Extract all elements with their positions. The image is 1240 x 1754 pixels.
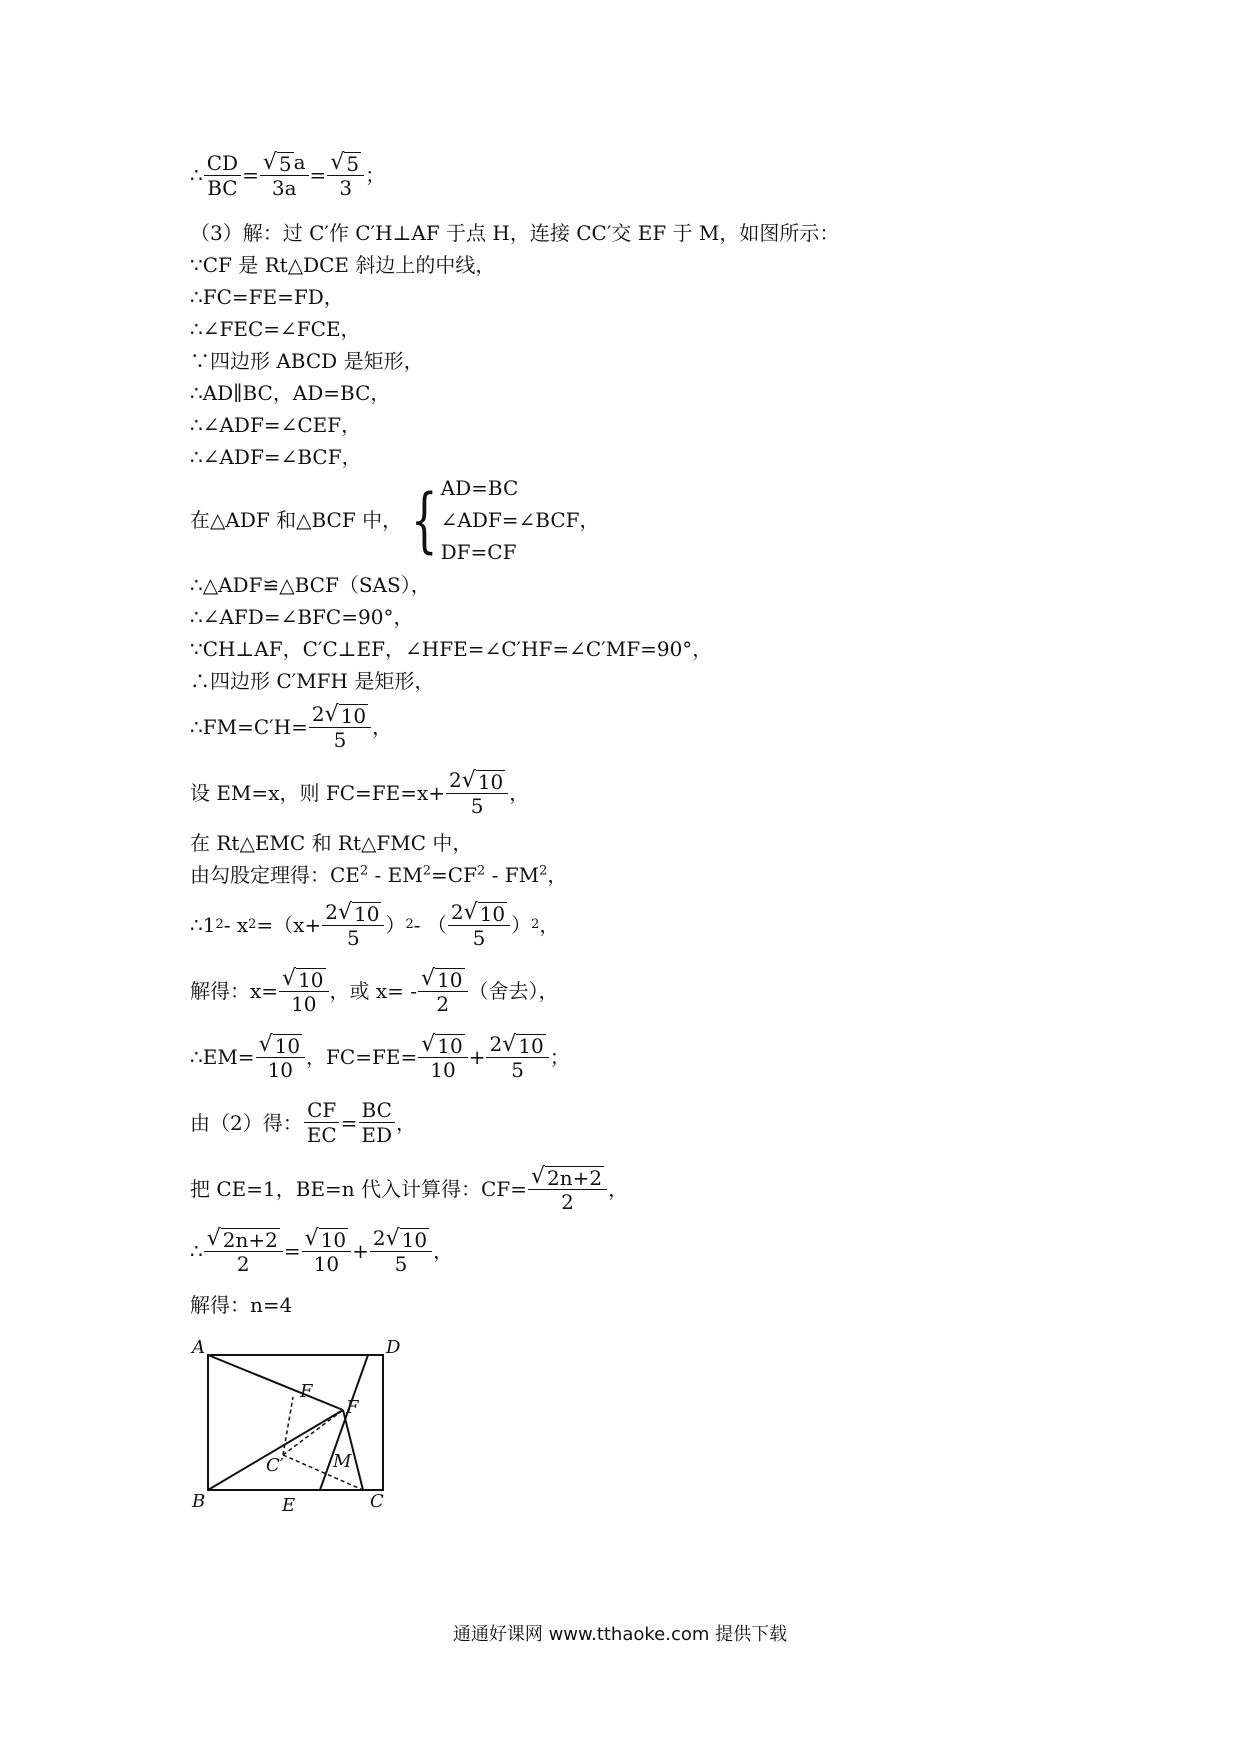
rectangle-abcd <box>208 1355 383 1490</box>
text-line: ∴∠FEC=∠FCE， <box>190 317 361 341</box>
left-brace-icon: { <box>411 479 438 561</box>
line-ratio-result: ∴ $\frac{CD}{BC}$ = √ 5 a 3a = √ 5 3 ； <box>190 150 386 200</box>
text-line: ∴∠ADF=∠BCF， <box>190 445 362 469</box>
point-label-e: E <box>282 1495 296 1515</box>
line-set-em: 设 EM=x，则 FC=FE=x+ 2 √ 10 5 ， <box>190 768 530 818</box>
text-line: ∴∠ADF=∠CEF， <box>190 413 362 437</box>
em-value-line: ∴EM= √ 10 10 ，FC=FE= √ 10 10 + 2 √ 10 5 ； <box>190 1032 570 1082</box>
footer-source: 通通好课网 www.tthaoke.com 提供下载 <box>452 1624 788 1645</box>
text-line: ∴AD∥BC，AD=BC， <box>190 381 391 405</box>
fraction-cd-bc: $\frac{CD}{BC}$ <box>204 151 241 200</box>
answer-line: 解得：n=4 <box>190 1293 293 1317</box>
segment-af <box>208 1355 343 1410</box>
text-line: ∴FC=FE=FD， <box>190 285 344 309</box>
line-fm-value: ∴FM=C′H= 2 √ 10 5 ， <box>190 702 393 752</box>
text-line: ∴∠AFD=∠BFC=90°， <box>190 605 414 629</box>
text-line: ∵CF 是 Rt△DCE 斜边上的中线， <box>190 253 496 277</box>
point-label-m: M <box>333 1451 352 1472</box>
geometry-figure <box>188 1335 408 1515</box>
fraction-root5-3: √ 5 3 <box>327 150 364 200</box>
text-line: ∵四边形 ABCD 是矩形， <box>190 349 424 373</box>
therefore-symbol: ∴ <box>190 163 203 187</box>
text-line: ∵CH⊥AF，C′C⊥EF，∠HFE=∠C′HF=∠C′MF=90°， <box>190 637 713 661</box>
equation-system: { AD=BC ∠ADF=∠BCF DF=CF <box>411 476 580 564</box>
text-line: ∴四边形 C′MFH 是矩形， <box>190 669 435 693</box>
equation-line: ∴1 2 - x 2 =（x+ 2 √ 10 5 ） 2 - （ 2 √ 10 5 ） 2 ， <box>190 900 560 950</box>
congruence-system-line: 在△ADF 和△BCF 中， { AD=BC ∠ADF=∠BCF DF=CF ， <box>190 472 600 568</box>
vertex-label-a: A <box>192 1337 205 1358</box>
text-line: ∴△ADF≌△BCF（SAS）， <box>190 573 431 597</box>
point-label-f2: F <box>346 1397 359 1418</box>
cf-substitution-line: 把 CE=1，BE=n 代入计算得：CF= √ 2n+2 2 ， <box>190 1164 629 1214</box>
vertex-label-c: C <box>370 1491 384 1512</box>
pythagorean-line: 由勾股定理得：$CE^2 - EM^2=CF^2 - FM^2$， <box>190 863 568 887</box>
ratio-line: 由（2）得： $\frac{CF}{EC}$ = $\frac{BC}{ED}$ ， <box>190 1098 417 1147</box>
point-label-c-prime: C′ <box>266 1455 284 1476</box>
segment-bf <box>208 1410 343 1490</box>
vertex-label-d: D <box>386 1337 401 1358</box>
point-label-f1: F <box>300 1381 313 1402</box>
text-line: 在 Rt△EMC 和 Rt△FMC 中， <box>190 831 473 855</box>
final-equation-line: ∴ √ 2n+2 2 = √ 10 10 + 2 √ 10 5 ， <box>190 1226 454 1276</box>
solve-x-line: 解得：x= √ 10 10 ，或 x= - √ 10 2 （舍去）， <box>190 966 559 1016</box>
vertex-label-b: B <box>192 1491 206 1512</box>
segment-cprime-h <box>283 1397 293 1455</box>
fraction-root5a-3a: √ 5 a 3a <box>260 150 309 200</box>
solution-part3-intro: （3）解：过 C′作 C′H⊥AF 于点 H，连接 CC′交 EF 于 M，如图所示： <box>190 221 840 245</box>
segment-fc <box>343 1410 363 1490</box>
